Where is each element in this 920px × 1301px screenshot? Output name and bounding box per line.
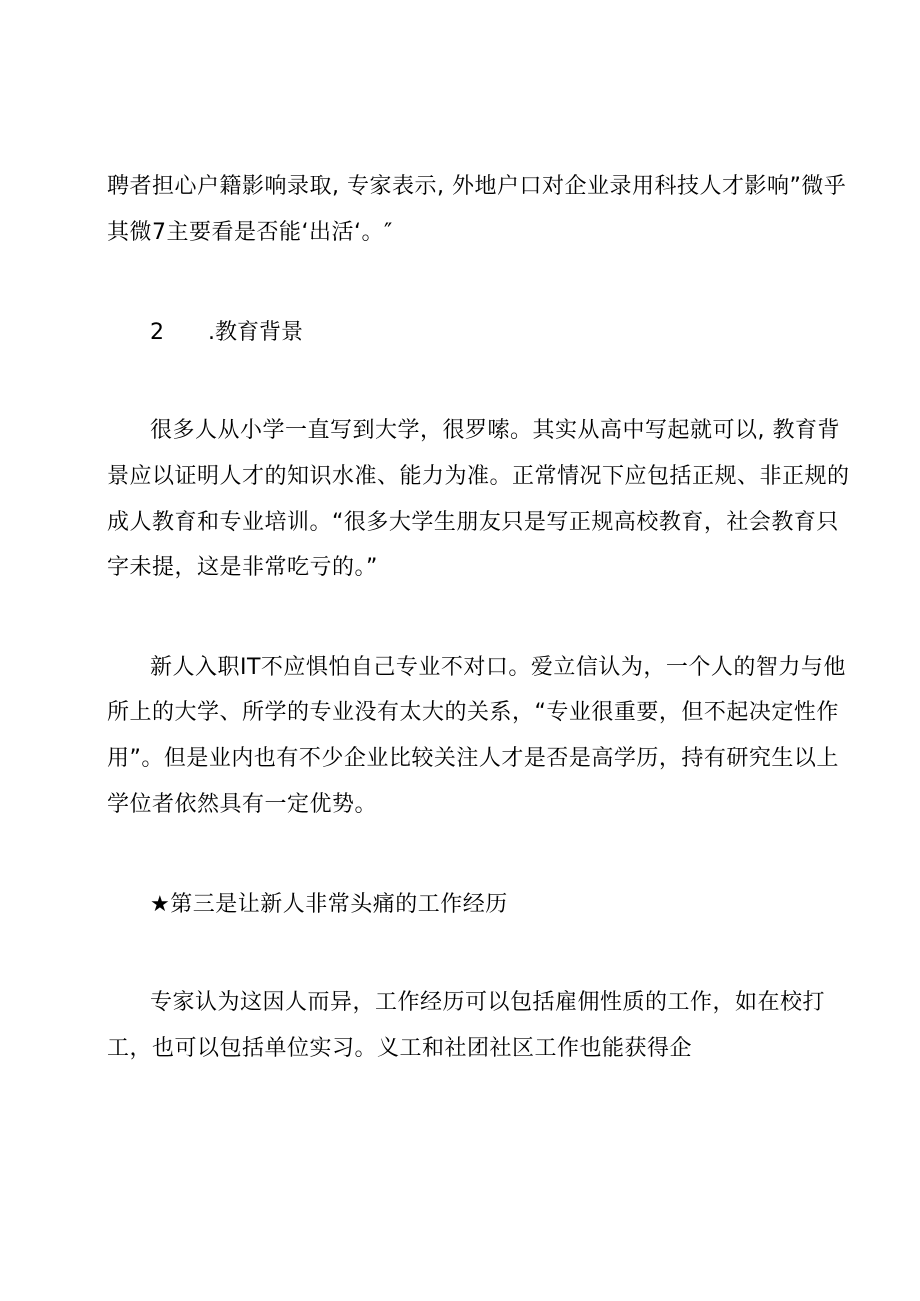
paragraph-3-line-2: 所上的大学、所学的专业没有太大的关系，“专业很重要，但不起决定性作 bbox=[107, 700, 839, 725]
section-heading-work-experience: ★第三是让新人非常头痛的工作经历 bbox=[150, 892, 508, 917]
paragraph-3-line-3: 用”。但是业内也有不少企业比较关注人才是否是高学历，持有研究生以上 bbox=[107, 746, 839, 771]
section-heading-number: 2 bbox=[150, 320, 164, 345]
paragraph-3-line-1: 新人入职IT不应惧怕自己专业不对口。爱立信认为，一个人的智力与他 bbox=[150, 655, 846, 680]
paragraph-1-line-1: 聘者担心户籍影响录取, 专家表示, 外地户口对企业录用科技人才影响”微乎 bbox=[107, 174, 847, 199]
paragraph-4-line-1: 专家认为这因人而异，工作经历可以包括雇佣性质的工作，如在校打 bbox=[150, 990, 826, 1015]
paragraph-2-line-3: 成人教育和专业培训。“很多大学生朋友只是写正规高校教育，社会教育只 bbox=[107, 510, 839, 535]
paragraph-2-line-4: 字未提，这是非常吃亏的。” bbox=[107, 555, 378, 580]
paragraph-3-line-4: 学位者依然具有一定优势。 bbox=[107, 792, 378, 817]
section-heading-title: .教育背景 bbox=[208, 320, 303, 345]
paragraph-4-line-2: 工，也可以包括单位实习。义工和社团社区工作也能获得企 bbox=[107, 1036, 693, 1061]
paragraph-2-line-1: 很多人从小学一直写到大学，很罗嗦。其实从高中写起就可以, 教育背 bbox=[150, 418, 840, 443]
paragraph-2-line-2: 景应以证明人才的知识水准、能力为准。正常情况下应包括正规、非正规的 bbox=[107, 464, 850, 489]
paragraph-1-line-2: 其微7主要看是否能‘出活‘。″ bbox=[107, 220, 393, 245]
